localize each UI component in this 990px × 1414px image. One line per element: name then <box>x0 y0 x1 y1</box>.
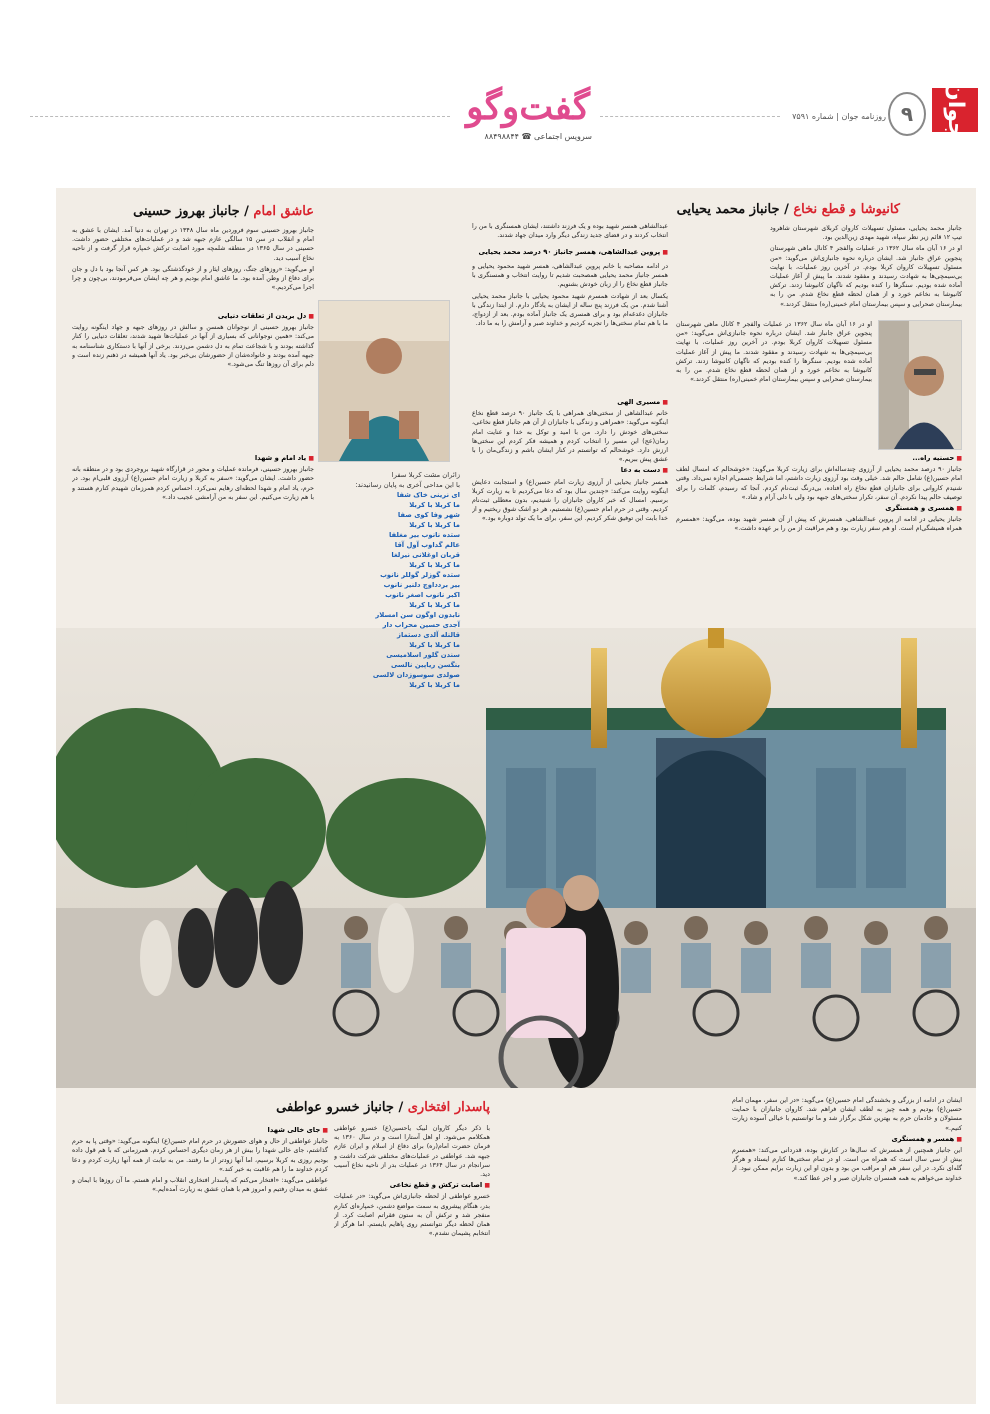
article-text-right-top-3: ■ حسنیه راه... جانباز ۹۰ درصد محمد یحیایی از آرزوی چندساله‌اش برای زیارت کربلا می‌گوید: «خوشحالم که امسال لطف امام حسین(ع) شامل حالم شد. خیلی وقت بود آرزوی زیارت داشتم، اما شرایط جسمی‌ام اجازه نمی‌داد. وقتی شنیدم کاروانی برای جانبازان قطع نخاع راه افتاده، بی‌درنگ ثبت‌نام کردم. آنجا که رسیدم، کلمات را برای توصیف حالم پیدا نکردم. آن سفر، تکرار سختی‌های جبهه بود ولی با دلی آرام و شاد.» ■ همسری و همسنگری جانباز یحیایی در ادامه از پروین عبدالشاهی، همسرش که پیش از آن همسر شهید بوده، می‌گوید: «همسرم همراه همیشگی‌ام است. او هم سفر زیارت بود و هم مراقبت از من را بر عهده داشت.» <box>676 452 962 632</box>
article-title-left-top: عاشق امام / جانباز بهروز حسینی <box>133 204 314 219</box>
header-rule-right <box>600 116 780 117</box>
article-text-right-top-2: او در ۱۶ آبان ماه سال ۱۳۶۲ در عملیات والفجر ۴ کانال ماهی شهرستان پنجوین عراق جانباز شد. ایشان درباره نحوه جانبازی‌اش می‌گوید: «من مسئول تسهیلات کاروان کربلا بودم. در آخرین روز عملیات، با نهایت بی‌سیمچی‌ها به شهادت رسیدند و مفقود شدند. ما پیش از آغاز عملیات آماده شده بودیم. سنگرها را کنده بودیم که ناگهان کانیوشا زدند. ترکش کانیوشا به نخاعم خورد و از همان لحظه قطع نخاع شدم. من را به بیمارستان صحرایی و سپس بیمارستان امام خمینی(ره) منتقل کردند.» <box>676 321 872 384</box>
article-text-middle-top-1: در ادامه مصاحبه با خانم پروین عبدالشاهی، همسر شهید محمود یحیایی و همسر جانباز محمد یحیایی همصحبت شدیم تا روایت انتخاب و همسنگری با جانباز قطع نخاع را از زبان خودش بشنویم. یکسال بعد از شهادت همسرم شهید محمود یحیایی با جانباز محمد یحیایی آشنا شدم. من یک فرزند پنج ساله از ایشان به یادگار دارم. از ابتدا زندگی با جانبازان دغدغه‌ام بود و برای همسری یک جانباز آماده بودم. بعد از ازدواج، ما با هم تمام سختی‌ها را تجربه کردیم و خداوند صبر و آرامش را به ما داد. <box>472 263 668 328</box>
header-rule-left <box>30 116 450 117</box>
article-text-middle-top-2: ■ مسیری الهی خانم عبدالشاهی از سختی‌های همراهی با یک جانباز ۹۰ درصد قطع نخاع اینگونه می‌گوید: «همراهی و زندگی با جانبازان از آن هم جانباز قطع نخاعی، سختی‌های خودش را دارد. من با امید و توکل به خدا و عنایت امام زمان(عج) این مسیر را انتخاب کردم و همیشه فکر کردم این سختی‌ها ارزش دارد. خوشحالم که توانستم در کنار ایشان باشم و زندگی‌مان را با عشق پیش ببریم.» ■ دست به دعا همسر جانباز یحیایی از آرزوی زیارت امام حسین(ع) و استجابت دعایش اینگونه روایت می‌کند: «چندین سال بود که دعا می‌کردیم تا به زیارت کربلا برسیم. امسال که خبر کاروان جانبازان را شنیدیم، بدون معطلی ثبت‌نام کردیم. وقتی در حرم امام حسین(ع) نشستیم، هر دو اشک شوق ریختیم و از خدا بابت این توفیق شکر کردیم. این سفر، برای ما یک تولد دوباره بود.» <box>472 396 668 628</box>
portrait-photo-yahyaei <box>878 320 962 450</box>
group-photo <box>56 628 976 1088</box>
poem-block: زائران مشت کربلا سفرا با این مداحی آخری به پایان رسانیدند: ای نرینی خاک شفا ما کربلا با کربلا شهر وفا کوی صفا ما کربلا با کربلا ستده نانوب بیر مغلفا عالم گداوب آول آقا قربان اوغلانی نیرلغا ما کربلا با کربلا ستده گوزلر گوللر نانوب بیر بردداوچ دلنیر نانوب اکبر نانوب اصغر نانوب ما کربلا با کربلا نابدون اوگون سن امسلار آجدی حسین محراب دار قالنله آلدی دستماز ما کربلا با کربلا سندن گلور اسلامیسی بنگسن ریاپین نالسی صولدی سوسوزدان لالسی ما کربلا با کربلا <box>355 471 460 689</box>
masthead <box>0 0 990 150</box>
article-title-left-bottom: پاسدار افتخاری / جانباز خسرو عواطفی <box>276 1100 490 1115</box>
newspaper-logo: جوان <box>932 88 978 132</box>
portrait-photo-hosseini <box>318 300 450 462</box>
subhead-1: ■ حسنیه راه... <box>676 454 962 463</box>
section-phone: سرویس اجتماعی ☎ ۸۸۴۹۸۸۴۴ <box>484 132 592 141</box>
article-text-left-bottom-1: ■ جای خالی شهدا جانباز عواطفی از حال و هوای حضورش در حرم امام حسین(ع) اینگونه می‌گوید: «وقتی پا به حرم گذاشتم، جای خالی شهدا را بیش از هر زمان دیگری احساس کردم. همرزمانی که با هم قول داده بودیم روزی به کربلا برسیم، اما آنها زودتر از ما رفتند. من به نیابت از همه آنها زیارت کردم و دعا کردم خداوند ما را هم عاقبت به خیر کند.» عواطفی می‌گوید: «افتخار می‌کنم که پاسدار افتخاری انقلاب و امام هستم. ما آن روزها با ایمان و عشق به میدان رفتیم و امروز هم با همان عشق به زیارت آمده‌ایم.» <box>72 1124 328 1396</box>
article-text-right-top-1: جانباز محمد یحیایی، مسئول تسهیلات کاروان کربلای شهرستان شاهرود تیپ ۱۲ قائم زیر نظر سپاه، شهید مهدی زین‌الدین بود. او در ۱۶ آبان ماه سال ۱۳۶۲ در عملیات والفجر ۴ کانال ماهی شهرستان پنجوین عراق جانباز شد. ایشان درباره نحوه جانبازی‌اش می‌گوید: «من مسئول تسهیلات کاروان کربلا بودم. در آخرین روز عملیات، با نهایت بی‌سیمچی‌ها به شهادت رسیدند و مفقود شدند. ما پیش از آغاز عملیات آماده شده بودیم. سنگرها را کنده بودیم که ناگهان کانیوشا زدند. ترکش کانیوشا به نخاعم خورد و از همان لحظه قطع نخاع شدم. من را به بیمارستان صحرایی و سپس بیمارستان امام خمینی(ره) منتقل کردند.» <box>770 225 962 308</box>
article-title-middle-top: ■ پروین عبدالشاهی، همسر جانباز ۹۰ درصد محمد یحیایی <box>472 248 668 260</box>
section-title: گفت‌وگو <box>466 86 590 128</box>
article-title-right-top: کانیوشا و قطع نخاع / جانباز محمد یحیایی <box>676 202 900 217</box>
article-text-left-top-1: جانباز بهروز حسینی سوم فروردین ماه سال ۱۳۴۸ در تهران به دنیا آمد. ایشان با عشق به امام و انقلاب در سن ۱۵ سالگی عازم جبهه شد و در عملیات‌های مختلفی حضور داشت. حسینی در سال ۱۳۶۵ در منطقه شلمچه مورد اصابت ترکش خمپاره قرار گرفت و از ناحیه نخاع آسیب دید. او می‌گوید: «روزهای جنگ، روزهای ایثار و از خودگذشتگی بود. هر کس آنجا بود با دل و جان برای دفاع از وطن آمده بود. ما عاشق امام بودیم و هر چه ایشان می‌فرمودند، بی‌چون و چرا اجرا می‌کردیم.» <box>72 227 314 292</box>
page-number: ۹ <box>888 92 926 136</box>
subhead-2: ■ همسری و همسنگری <box>676 504 962 513</box>
article-text-right-bottom: ایشان در ادامه از بزرگی و بخشندگی امام حسین(ع) می‌گوید: «در این سفر، مهمان امام حسین(ع) بودیم و همه چیز به لطف ایشان فراهم شد. کاروان جانبازان با حمایت مسئولان و خادمان حرم به بهترین شکل برگزار شد و ما توانستیم با خیالی آسوده زیارت کنیم.» ■ همسر و همسنگری این جانباز همچنین از همسرش که سال‌ها در کنارش بوده، قدردانی می‌کند: «همسرم بیش از سی سال است که همراه من است. او در تمام سختی‌ها کنارم ایستاد و هرگز گله‌ای نکرد. در این سفر هم او مراقب من بود و بدون او این زیارت برایم ممکن نبود. از خداوند می‌خواهم به همه همسران جانبازان صبر و اجر عطا کند.» <box>732 1096 962 1396</box>
article-text-left-top-2: ■ دل بریدن از تعلقات دنیایی جانباز بهروز حسینی از نوجوانان همسن و سالش در روزهای جبهه و جهاد اینگونه روایت می‌کند: «همین نوجوانانی که بسیاری از آنها در عملیات‌ها شهید شدند، تعلقات دنیایی را کنار گذاشته بودند و با شجاعت تمام به دل دشمن می‌زدند. برخی از آنها با دستکاری شناسنامه به جبهه آمده بودند و خانواده‌شان از حضورشان بی‌خبر بود. یاد آنها همیشه در ذهنم زنده است و دلم برای آن روزها تنگ می‌شود.» <box>72 310 314 450</box>
paper-meta: روزنامه جوان | شماره ۷۵۹۱ <box>792 112 886 121</box>
article-text-middle-top-0: عبدالشاهی همسر شهید بوده و یک فرزند داشتند، ایشان همسنگری با من را انتخاب کردند و در فضای جدید زندگی دیگر وارد میدان جهاد شدند. <box>472 223 668 240</box>
article-text-left-top-3: ■ یاد امام و شهدا جانباز بهروز حسینی، فرمانده عملیات و محور در قرارگاه شهید بروجردی بود و در منطقه بانه حضور داشت. ایشان می‌گوید: «سفر به کربلا و زیارت امام حسین(ع) آرزوی قلبی‌ام بود. در حرم، یاد امام و شهدا لحظه‌ای رهایم نمی‌کرد. احساس کردم همرزمان شهیدم کنارم هستند و با هم زیارت می‌کنیم. این سفر به من آرامشی عجیب داد.» <box>72 452 314 628</box>
article-text-left-bottom-2: با ذکر دیگر کاروان لبیک یاحسین(ع) خسرو عواطفی همکلامم می‌شود. او اهل آستارا است و در سال ۱۳۶۰ به فرمان حضرت امام(ره) برای دفاع از اسلام و ایران عازم جبهه شد. عواطفی در عملیات‌های مختلفی شرکت داشت و سرانجام در سال ۱۳۶۴ در عملیات بدر از ناحیه نخاع آسیب دید. ■ اصابت ترکش و قطع نخاعی خسرو عواطفی از لحظه جانبازی‌اش می‌گوید: «در عملیات بدر، هنگام پیشروی به سمت مواضع دشمن، خمپاره‌ای کنارم منفجر شد و ترکش آن به ستون فقراتم اصابت کرد. از همان لحظه دیگر نتوانستم روی پاهایم بایستم. اما هرگز از انتخابم پشیمان نشدم.» <box>334 1124 490 1396</box>
